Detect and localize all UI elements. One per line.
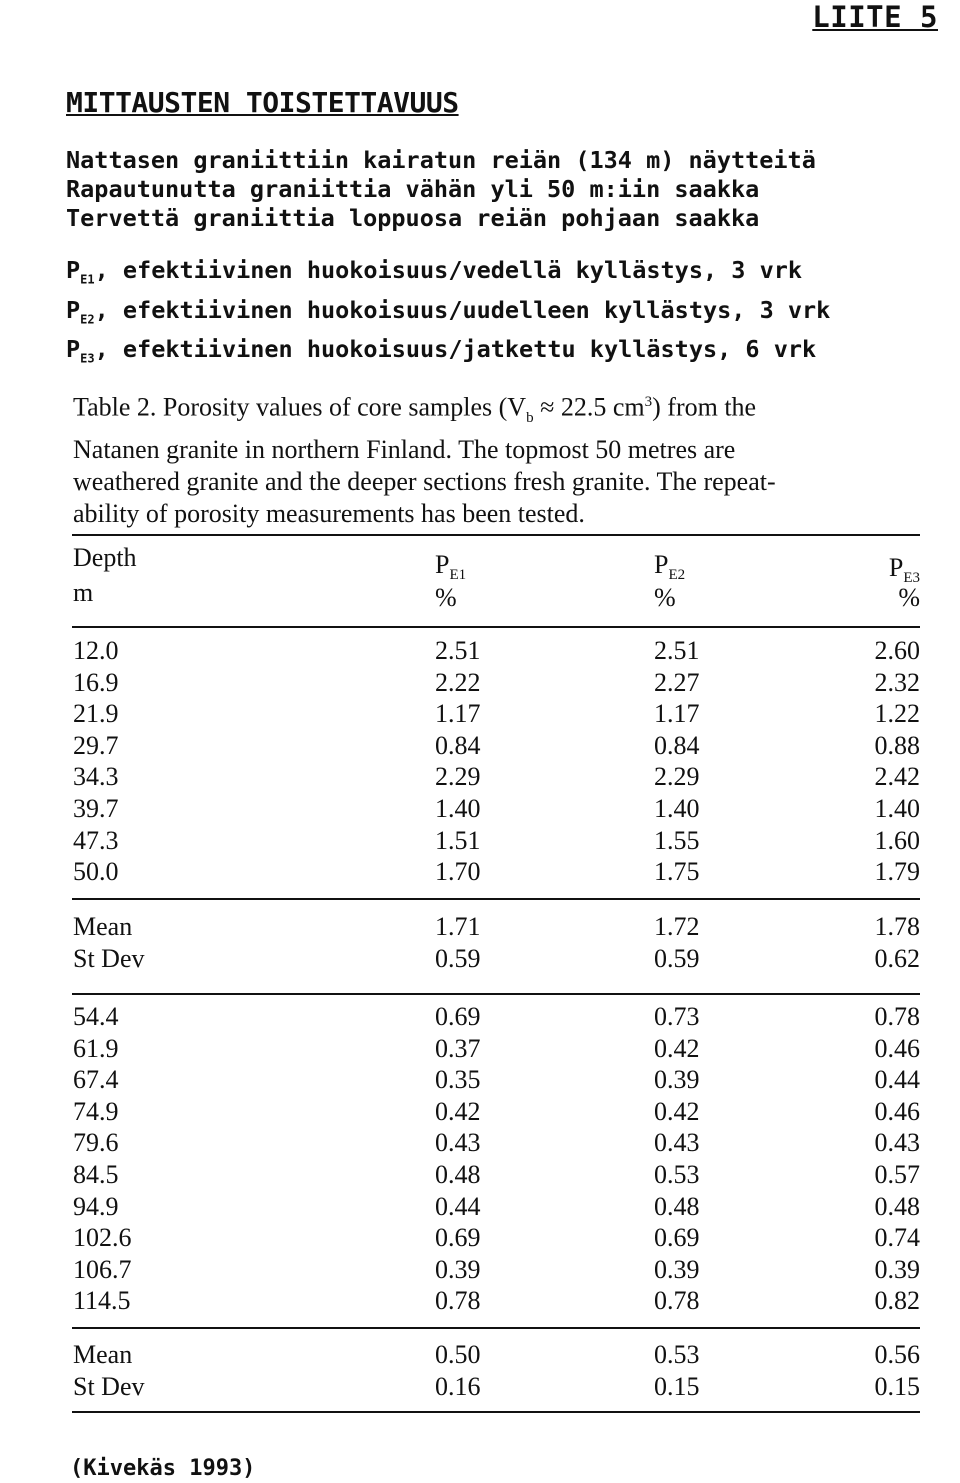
pe1-cell: 0.78 (435, 1286, 481, 1316)
header-subscript: E1 (449, 567, 467, 584)
definition-symbol: P (66, 335, 81, 364)
depth-cell: 84.5 (73, 1160, 119, 1189)
pe1-cell: 1.70 (435, 857, 481, 887)
pe1-cell: 2.22 (435, 667, 481, 697)
pe1-cell: 0.50 (435, 1340, 481, 1369)
caption-line (73, 386, 933, 434)
depth-cell: Mean (73, 912, 133, 941)
depth-cell: 102.6 (73, 1223, 132, 1253)
header-rule (72, 626, 920, 628)
definition-subscript: E2 (80, 312, 95, 327)
depth-cell: 34.3 (73, 762, 119, 792)
caption-text: ) from the (652, 392, 757, 422)
header-pe2-unit: % (654, 583, 676, 612)
pe3-cell: 1.78 (874, 912, 920, 941)
pe1-cell: 0.69 (435, 1223, 481, 1253)
definition-subscript: E3 (80, 352, 95, 367)
caption-text: ≈ 22.5 cm (533, 392, 645, 422)
intro-line: Rapautunutta graniittia vähän yli 50 m:iin saakka (66, 175, 760, 203)
pe2-cell: 0.69 (654, 1223, 700, 1253)
definition-item (66, 255, 830, 295)
depth-cell: 74.9 (73, 1096, 119, 1126)
pe1-cell: 0.48 (435, 1160, 481, 1189)
pe3-cell: 2.42 (874, 762, 920, 792)
appendix-label: LIITE 5 (812, 0, 938, 34)
depth-cell: 16.9 (73, 667, 119, 697)
definition-subscript: E1 (80, 272, 95, 287)
header-symbol: P (435, 550, 450, 579)
pe3-cell: 0.88 (874, 730, 920, 760)
caption-line: ability of porosity measurements has been tested. (73, 498, 585, 528)
header-pe1-unit: % (435, 583, 457, 612)
source-citation: (Kivekäs 1993) (70, 1456, 256, 1481)
pe3-cell: 0.43 (874, 1128, 920, 1158)
table-bottom-rule (72, 1411, 920, 1413)
definition-symbol: P (66, 295, 81, 324)
pe3-cell: 1.60 (874, 825, 920, 855)
pe3-cell: 0.44 (874, 1065, 920, 1095)
pe3-cell: 2.60 (874, 636, 920, 665)
pe2-cell: 0.53 (654, 1160, 700, 1189)
pe3-cell: 0.46 (874, 1096, 920, 1126)
pe2-cell: 0.43 (654, 1128, 700, 1158)
pe1-cell: 1.71 (435, 912, 481, 941)
pe3-cell: 0.78 (874, 1002, 920, 1031)
depth-cell: 29.7 (73, 730, 119, 760)
pe1-cell: 1.40 (435, 794, 481, 823)
header-symbol: P (888, 553, 904, 582)
pe1-cell: 0.69 (435, 1002, 481, 1031)
fresh-section-rule (72, 993, 920, 995)
pe1-cell: 0.44 (435, 1191, 481, 1221)
pe2-cell: 0.48 (654, 1191, 700, 1221)
page-heading: MITTAUSTEN TOISTETTAVUUS (66, 86, 459, 119)
definitions-list (66, 255, 830, 374)
pe3-cell: 1.79 (874, 857, 920, 887)
table-caption (73, 386, 933, 530)
pe2-cell: 0.73 (654, 1002, 700, 1031)
definition-text: , efektiivinen huokoisuus/vedellä kyllästys, 3 vrk (94, 256, 803, 284)
pe1-cell: 0.16 (435, 1371, 481, 1401)
pe2-cell: 0.15 (654, 1371, 700, 1401)
depth-cell: 54.4 (73, 1002, 119, 1031)
caption-superscript: 3 (644, 394, 653, 410)
pe3-cell: 0.82 (874, 1286, 920, 1316)
pe2-cell: 2.29 (654, 762, 700, 792)
fresh-stats-rule (72, 1327, 920, 1329)
depth-cell: 21.9 (73, 699, 119, 729)
intro-line: Nattasen graniittiin kairatun reiän (134 m) näytteitä (66, 146, 816, 174)
depth-cell: 114.5 (73, 1286, 131, 1316)
depth-cell: 106.7 (73, 1254, 132, 1284)
pe2-cell: 1.17 (654, 699, 700, 729)
pe2-cell: 0.39 (654, 1254, 700, 1284)
pe1-cell: 0.43 (435, 1128, 481, 1158)
header-subscript: E2 (668, 567, 686, 584)
depth-cell: 67.4 (73, 1065, 119, 1095)
depth-cell: Mean (73, 1340, 133, 1369)
pe2-cell: 1.75 (654, 857, 700, 887)
pe1-cell: 0.37 (435, 1033, 481, 1063)
pe2-cell: 2.27 (654, 667, 700, 697)
caption-line: weathered granite and the deeper sections fresh granite. The repeat- (73, 466, 776, 496)
pe1-cell: 1.51 (435, 825, 481, 855)
pe3-cell: 0.15 (874, 1371, 920, 1401)
pe2-cell: 1.55 (654, 825, 700, 855)
pe2-cell: 0.84 (654, 730, 700, 760)
caption-line: Natanen granite in northern Finland. The topmost 50 metres are (73, 434, 736, 464)
definition-item (66, 295, 830, 335)
table-top-rule (72, 534, 920, 536)
depth-cell: 47.3 (73, 825, 119, 855)
header-subscript: E3 (903, 570, 920, 587)
definition-text: , efektiivinen huokoisuus/jatkettu kyllästys, 6 vrk (94, 335, 817, 364)
caption-subscript: b (526, 409, 534, 426)
pe3-cell: 1.22 (874, 699, 920, 729)
header-depth-unit: m (73, 578, 94, 607)
pe1-cell: 2.29 (435, 762, 481, 792)
pe2-cell: 0.53 (654, 1340, 700, 1369)
depth-cell: 79.6 (73, 1128, 119, 1158)
pe1-cell: 0.59 (435, 943, 481, 973)
pe3-cell: 2.32 (874, 667, 920, 697)
pe3-cell: 0.56 (874, 1340, 920, 1369)
pe2-cell: 0.42 (654, 1096, 700, 1126)
depth-cell: 94.9 (73, 1191, 119, 1221)
pe2-cell: 2.51 (654, 636, 700, 665)
depth-cell: St Dev (73, 1371, 145, 1401)
pe2-cell: 1.72 (654, 912, 700, 941)
pe2-cell: 1.40 (654, 794, 700, 823)
header-depth: Depth (73, 543, 137, 572)
pe3-cell: 0.62 (874, 943, 920, 973)
pe3-cell: 1.40 (874, 794, 920, 823)
pe3-cell: 0.74 (874, 1223, 920, 1253)
pe2-cell: 0.78 (654, 1286, 700, 1316)
definition-symbol: P (66, 256, 81, 284)
intro-paragraph (66, 146, 816, 233)
depth-cell: 39.7 (73, 794, 119, 823)
pe3-cell: 0.57 (874, 1160, 920, 1189)
intro-line: Tervettä graniittia loppuosa reiän pohjaan saakka (66, 204, 760, 232)
pe2-cell: 0.59 (654, 943, 700, 973)
caption-text: Table 2. Porosity values of core samples (V (73, 392, 527, 422)
header-pe3-unit: % (898, 583, 920, 612)
pe1-cell: 2.51 (435, 636, 481, 665)
pe1-cell: 0.39 (435, 1254, 481, 1284)
definition-text: , efektiivinen huokoisuus/uudelleen kyllästys, 3 vrk (94, 295, 831, 324)
pe3-cell: 0.46 (874, 1033, 920, 1063)
weathered-stats-rule (72, 898, 920, 900)
pe1-cell: 0.84 (435, 730, 481, 760)
pe2-cell: 0.42 (654, 1033, 700, 1063)
depth-cell: 61.9 (73, 1033, 119, 1063)
depth-cell: 50.0 (73, 857, 119, 887)
pe1-cell: 0.35 (435, 1065, 481, 1095)
pe3-cell: 0.39 (874, 1254, 920, 1284)
depth-cell: 12.0 (73, 636, 119, 665)
definition-item (66, 334, 830, 374)
pe3-cell: 0.48 (874, 1191, 920, 1221)
pe1-cell: 1.17 (435, 699, 481, 729)
pe2-cell: 0.39 (654, 1065, 700, 1095)
pe1-cell: 0.42 (435, 1096, 481, 1126)
header-symbol: P (654, 550, 669, 579)
depth-cell: St Dev (73, 943, 145, 973)
